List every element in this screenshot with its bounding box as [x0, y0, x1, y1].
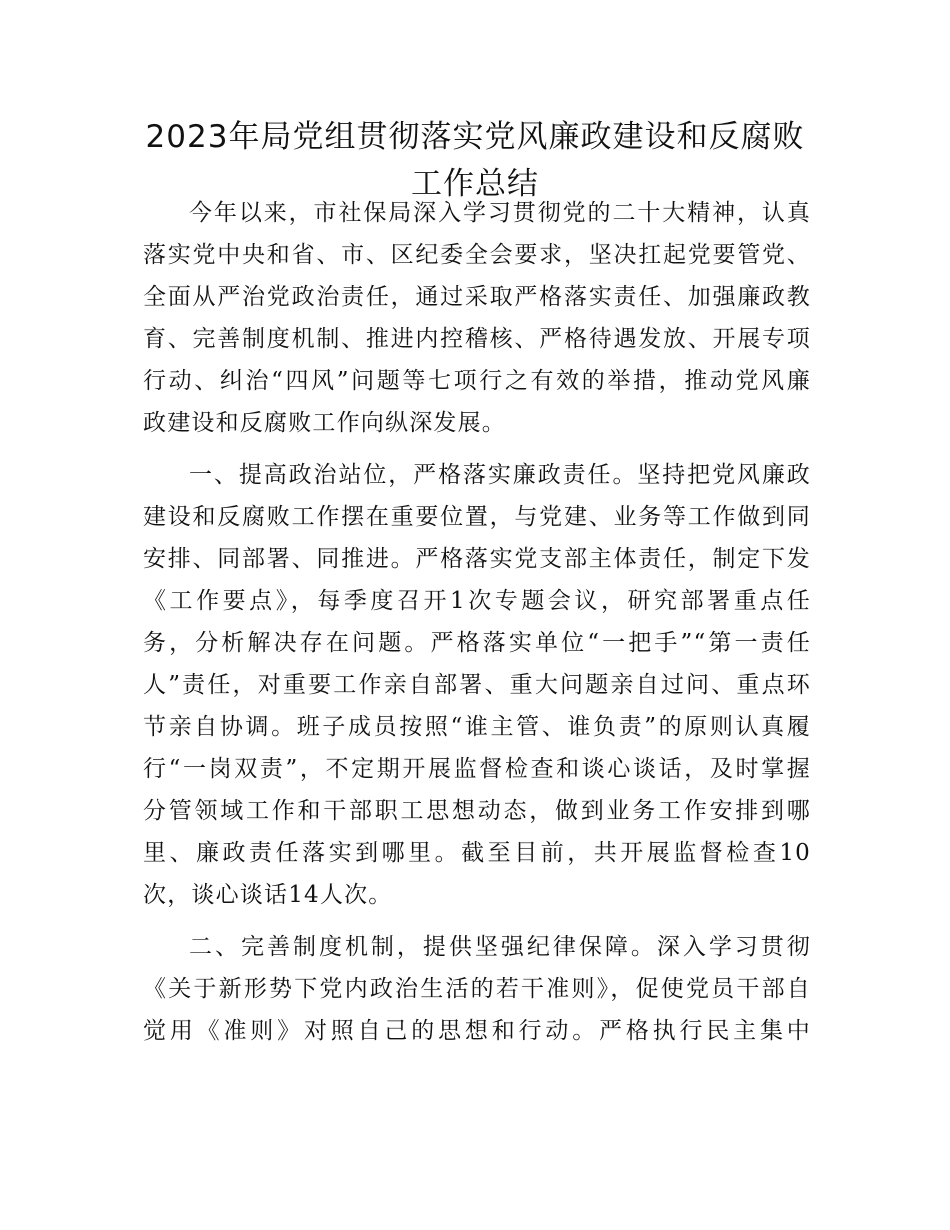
text-line: 《工作要点》，每季度召开1次专题会议，研究部署重点任 [143, 588, 811, 614]
text-line: 育、完善制度机制、推进内控稽核、严格待遇发放、开展专项 [143, 326, 811, 352]
text-line: 人”责任，对重要工作亲自部署、重大问题亲自过问、重点环 [143, 672, 811, 698]
text-line: 建设和反腐败工作摆在重要位置，与党建、业务等工作做到同 [143, 504, 811, 530]
text-line: 里、廉政责任落实到哪里。截至目前，共开展监督检查10 [143, 840, 811, 866]
text-line: 次，谈心谈话14人次。 [143, 882, 393, 908]
text-line: 节亲自协调。班子成员按照“谁主管、谁负责”的原则认真履 [143, 714, 811, 740]
document-title-line-2: 工作总结 [411, 166, 539, 202]
text-line: 行“一岗双责”，不定期开展监督检查和谈心谈话，及时掌握 [143, 756, 811, 782]
text-line: 今年以来，市社保局深入学习贯彻党的二十大精神，认真 [189, 200, 811, 226]
text-line: 分管领域工作和干部职工思想动态，做到业务工作安排到哪 [143, 798, 811, 824]
text-line: 行动、纠治“四风”问题等七项行之有效的举措，推动党风廉 [143, 368, 811, 394]
text-line: 二、完善制度机制，提供坚强纪律保障。深入学习贯彻 [189, 934, 811, 960]
document-title-line-1: 2023年局党组贯彻落实党风廉政建设和反腐败 [145, 119, 805, 155]
text-line: 政建设和反腐败工作向纵深发展。 [143, 410, 506, 436]
paragraph-section-1 [143, 454, 811, 916]
text-line: 《关于新形势下党内政治生活的若干准则》，促使党员干部自 [143, 976, 811, 1002]
text-line: 落实党中央和省、市、区纪委全会要求，坚决扛起党要管党、 [143, 242, 811, 268]
text-line: 务，分析解决存在问题。严格落实单位“一把手”“第一责任 [143, 630, 811, 656]
text-line: 一、提高政治站位，严格落实廉政责任。坚持把党风廉政 [189, 462, 811, 488]
text-line: 全面从严治党政治责任，通过采取严格落实责任、加强廉政教 [143, 284, 811, 310]
paragraph-section-2 [143, 926, 811, 1052]
paragraph-intro [143, 192, 811, 444]
document-body [143, 192, 811, 1062]
text-line: 觉用《准则》对照自己的思想和行动。严格执行民主集中 [143, 1018, 811, 1044]
text-line: 安排、同部署、同推进。严格落实党支部主体责任，制定下发 [143, 546, 811, 572]
